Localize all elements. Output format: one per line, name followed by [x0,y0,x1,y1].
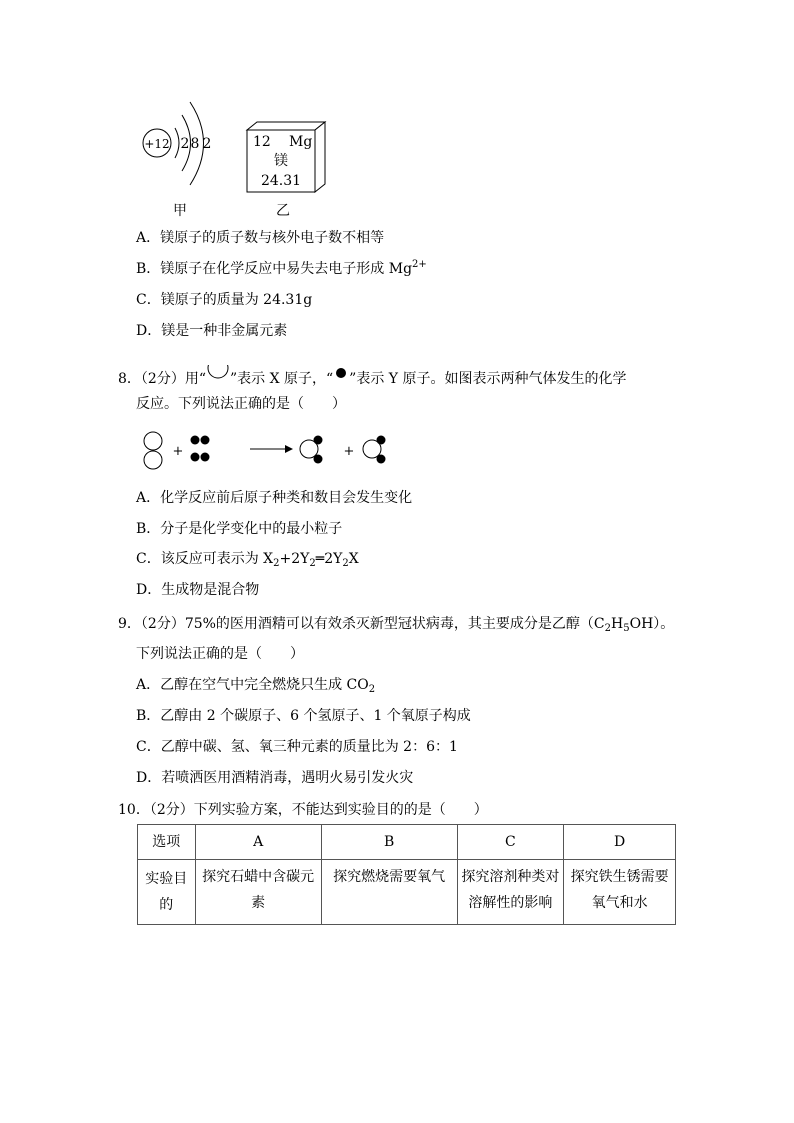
shell-arc-1 [175,128,179,158]
q9-option-a-sub: 2 [368,684,376,695]
cell-d [564,860,676,925]
element-name: 镁 [274,153,288,169]
reaction-diagram [135,428,405,476]
cell-top-face [247,122,325,130]
q10-stem: 10．（2分）下列实验方案，不能达到实验目的的是（ ） [118,802,488,818]
q9-stem-line2: 下列说法正确的是（ ） [136,646,304,662]
header-c: C [457,825,564,860]
q8-stem-part1: 8．（2分）用“ [118,371,206,387]
q10-options-table [137,824,676,925]
cell-a-line2: 素 [251,895,266,911]
header-d: D [564,825,676,860]
q9-option-d: D．若喷洒医用酒精消毒，遇明火易引发火灾 [136,770,414,786]
cell-side-face [315,122,325,192]
plus-sign-1: + [172,444,184,459]
q9-stem-end: OH）。 [629,616,675,632]
product-2-y-atom-2 [377,455,386,464]
q7-option-a: A．镁原子的质子数与核外电子数不相等 [136,230,385,246]
header-option: 选项 [138,825,196,860]
q8-option-c-mid2: ═2Y [315,551,343,567]
header-b: B [321,825,457,860]
cell-c-line1: 探究溶剂种类对 [461,869,560,885]
cell-c-line2: 溶解性的影响 [468,895,553,911]
table-row [138,860,676,925]
x2-molecule-atom-1 [144,432,162,450]
table-header-row [138,825,676,860]
q9-option-c: C．乙醇中碳、氢、氧三种元素的质量比为 2：6：1 [136,739,458,755]
q8-stem-part2: ”表示 X 原子，“ [229,371,334,387]
product-1-y-atom-2 [314,455,323,464]
q7-option-b-sup: 2+ [412,259,427,270]
q8-option-c-sub3: 2 [342,558,349,569]
cell-a-line1: 探究石蜡中含碳元 [202,869,315,885]
q7-option-b-text: B．镁原子在化学反应中易失去电子形成 Mg [136,261,413,277]
q8-option-a: A．化学反应前后原子种类和数目会发生变化 [136,490,413,506]
cell-d-line1: 探究铁生锈需要 [570,869,669,885]
header-a: A [195,825,321,860]
figure-label-b: 乙 [276,203,290,219]
reaction-arrow-head [285,445,293,453]
row-label-line1: 实验目 [145,871,188,887]
element-symbol: Mg [289,134,313,150]
row-label-line2: 的 [159,897,174,913]
q9-option-b: B．乙醇由 2 个碳原子、6 个氢原子、1 个氧原子构成 [136,708,471,724]
q9-stem-prefix: 9．（2分）75%的医用酒精可以有效杀灭新型冠状病毒，其主要成分是乙醇（C [118,616,605,632]
atomic-mass: 24.31 [260,173,302,189]
shell-electrons-1: 2 [180,136,190,152]
q8-option-c [136,549,359,569]
y2-molecule-b-atom-1 [191,453,200,462]
q8-stem-part3: ”表示 Y 原子。如图表示两种气体发生的化学 [349,371,627,387]
nucleus-charge: +12 [144,137,170,151]
y2-molecule-a-atom-2 [201,436,210,445]
plus-sign-2: + [343,444,355,459]
shell-electrons-3: 2 [202,136,212,152]
q7-option-d: D．镁是一种非金属元素 [136,323,288,339]
cell-a [195,860,321,925]
q9-stem-mid: H [611,616,624,632]
atomic-number: 12 [253,134,271,150]
q7-option-c: C．镁原子的质量为 24.31g [136,292,313,308]
x2-molecule-atom-2 [144,451,162,469]
q9-option-a [136,675,375,695]
q9-stem-sub2: 5 [623,623,630,634]
cell-c [457,860,564,925]
q8-stem [118,365,626,389]
product-2-y-atom-1 [377,436,386,445]
q8-option-c-end: X [348,551,359,567]
q8-option-c-sub1: 2 [273,558,280,569]
q9-stem [118,614,674,634]
element-cell-diagram [245,120,340,195]
q9-option-a-text: A．乙醇在空气中完全燃烧只生成 CO [136,677,369,693]
cell-b-line1: 探究燃烧需要氧气 [333,869,446,885]
product-1-y-atom-1 [314,436,323,445]
q8-stem-line2: 反应。下列说法正确的是（ ） [136,396,346,412]
q8-option-b: B．分子是化学变化中的最小粒子 [136,521,343,537]
shell-electrons-2: 8 [190,136,200,152]
q8-option-c-mid1: +2Y [279,551,310,567]
q8-option-d: D．生成物是混合物 [136,582,260,598]
q8-option-c-prefix: C．该反应可表示为 X [136,551,274,567]
q8-option-c-sub2: 2 [309,558,316,569]
y2-molecule-b-atom-2 [201,453,210,462]
y2-molecule-a-atom-1 [191,436,200,445]
y-atom-icon [333,367,349,383]
x-atom-icon [206,365,230,385]
q9-stem-sub1: 2 [604,623,612,634]
cell-b [321,860,457,925]
figure-label-a: 甲 [173,203,187,219]
row-label [138,860,196,925]
cell-d-line2: 氧气和水 [591,895,648,911]
atom-structure-diagram [135,90,235,195]
q7-option-b [136,259,427,279]
